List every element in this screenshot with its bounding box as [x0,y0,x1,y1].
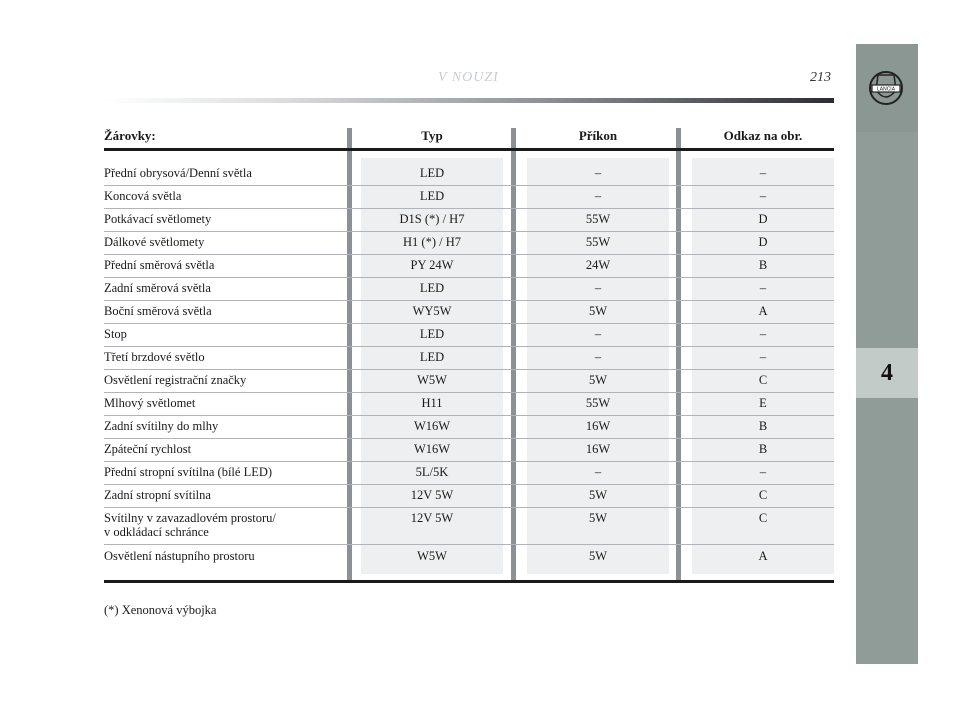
bulb-name-line: Osvětlení nástupního prostoru [104,549,255,563]
cell-odkaz: E [759,396,767,410]
cell-odkaz: A [758,549,768,563]
row-divider [104,300,834,301]
cell-odkaz: B [758,258,768,272]
cell-prikon: 16W [585,419,611,433]
table-row [104,350,834,368]
row-divider [104,369,834,370]
cell-typ: 12V 5W [410,488,454,502]
table-row [104,488,834,506]
cell-prikon: – [594,327,602,341]
cell-prikon: – [594,166,602,180]
bulb-name-line: Stop [104,327,127,341]
chapter-tab[interactable] [856,348,918,398]
table-row [104,304,834,322]
column-header-zarovky: Žárovky: [104,128,156,143]
cell-prikon: – [594,465,602,479]
cell-typ: 5L/5K [415,465,449,479]
page-number: 213 [810,70,831,85]
cell-odkaz: – [759,327,767,341]
bulb-name-line: Zpáteční rychlost [104,442,192,456]
cell-typ: LED [419,189,445,203]
bulb-name-line: Koncová světla [104,189,182,203]
bulb-name [104,281,344,295]
column-header-typ: Typ [421,128,443,143]
table-row [104,465,834,483]
bulb-name [104,327,344,341]
bulb-name-line: Třetí brzdové světlo [104,350,205,364]
bulb-name-line: Přední obrysová/Denní světla [104,166,252,180]
svg-text:LANCIA: LANCIA [876,86,896,93]
table-bottom-rule [104,580,834,583]
cell-odkaz: B [758,419,768,433]
row-divider [104,415,834,416]
bulb-name-line: Zadní svítilny do mlhy [104,419,219,433]
bulb-name-line: Mlhový světlomet [104,396,196,410]
cell-odkaz: – [759,189,767,203]
row-divider [104,254,834,255]
cell-prikon: 5W [588,304,608,318]
bulb-name [104,488,344,502]
cell-prikon: 5W [588,549,608,563]
table-row [104,549,834,567]
cell-typ: LED [419,350,445,364]
cell-prikon: 5W [588,511,608,525]
bulb-name [104,549,344,563]
table-row [104,189,834,207]
cell-prikon: 55W [585,212,611,226]
row-divider [104,185,834,186]
cell-typ: W5W [417,373,447,387]
cell-typ: H1 (*) / H7 [403,235,461,249]
bulb-name-line: Přední stropní svítilna (bílé LED) [104,465,273,479]
bulb-name-line: Svítilny v zavazadlovém prostoru/ [104,511,276,525]
cell-typ: W16W [413,419,451,433]
cell-odkaz: D [758,235,768,249]
row-divider [104,484,834,485]
cell-odkaz: D [758,212,768,226]
table-row [104,396,834,414]
cell-odkaz: – [759,350,767,364]
cell-odkaz: B [758,442,768,456]
bulb-name [104,396,344,410]
row-divider [104,507,834,508]
cell-typ: H11 [421,396,443,410]
bulb-name-line: Přední směrová světla [104,258,215,272]
lancia-logo-icon [869,68,903,108]
footnote: (*) Xenonová výbojka [104,603,217,617]
cell-typ: D1S (*) / H7 [399,212,465,226]
row-divider [104,323,834,324]
table-top-rule [104,148,834,151]
cell-typ: PY 24W [410,258,454,272]
cell-prikon: 55W [585,396,611,410]
table-row [104,281,834,299]
table-row [104,166,834,184]
cell-odkaz: C [758,511,768,525]
table-row [104,442,834,460]
cell-prikon: 24W [585,258,611,272]
bulb-name [104,419,344,433]
header-rule [104,98,834,103]
cell-typ: W5W [417,549,447,563]
bulb-name [104,212,344,226]
bulb-name-line: Zadní stropní svítilna [104,488,211,502]
cell-odkaz: C [758,488,768,502]
cell-prikon: 16W [585,442,611,456]
bulb-name [104,166,344,180]
cell-typ: WY5W [412,304,452,318]
row-divider [104,392,834,393]
bulb-name [104,189,344,203]
table-row [104,212,834,230]
row-divider [104,231,834,232]
bulb-name [104,511,344,539]
cell-prikon: 5W [588,373,608,387]
logo-box [856,44,918,132]
row-divider [104,277,834,278]
cell-prikon: – [594,189,602,203]
cell-typ: LED [419,166,445,180]
table-row [104,327,834,345]
cell-odkaz: C [758,373,768,387]
table-row [104,373,834,391]
row-divider [104,438,834,439]
section-title: V NOUZI [438,70,499,85]
table-row [104,258,834,276]
cell-typ: LED [419,327,445,341]
bulb-name [104,258,344,272]
bulb-name [104,442,344,456]
cell-prikon: – [594,350,602,364]
column-header-odkaz: Odkaz na obr. [723,128,803,143]
bulb-name-line: Osvětlení registrační značky [104,373,247,387]
bulb-name-line: Dálkové světlomety [104,235,205,249]
cell-odkaz: A [758,304,768,318]
cell-odkaz: – [759,281,767,295]
cell-prikon: 55W [585,235,611,249]
bulb-name-line: Potkávací světlomety [104,212,212,226]
table-row [104,235,834,253]
cell-prikon: – [594,281,602,295]
cell-prikon: 5W [588,488,608,502]
bulb-name [104,235,344,249]
bulb-name-line: Zadní směrová světla [104,281,211,295]
cell-typ: 12V 5W [410,511,454,525]
cell-typ: W16W [413,442,451,456]
row-divider [104,208,834,209]
chapter-number: 4 [881,360,893,386]
row-divider [104,346,834,347]
row-divider [104,461,834,462]
bulb-name [104,350,344,364]
table-row [104,419,834,437]
bulb-name-line: v odkládací schránce [104,525,209,539]
column-header-prikon: Příkon [578,128,618,143]
bulb-name-line: Boční směrová světla [104,304,212,318]
row-divider [104,544,834,545]
bulb-name [104,373,344,387]
cell-odkaz: – [759,465,767,479]
cell-typ: LED [419,281,445,295]
chapter-sidebar [856,44,918,664]
bulb-name [104,304,344,318]
cell-odkaz: – [759,166,767,180]
bulb-name [104,465,344,479]
table-row [104,511,834,543]
